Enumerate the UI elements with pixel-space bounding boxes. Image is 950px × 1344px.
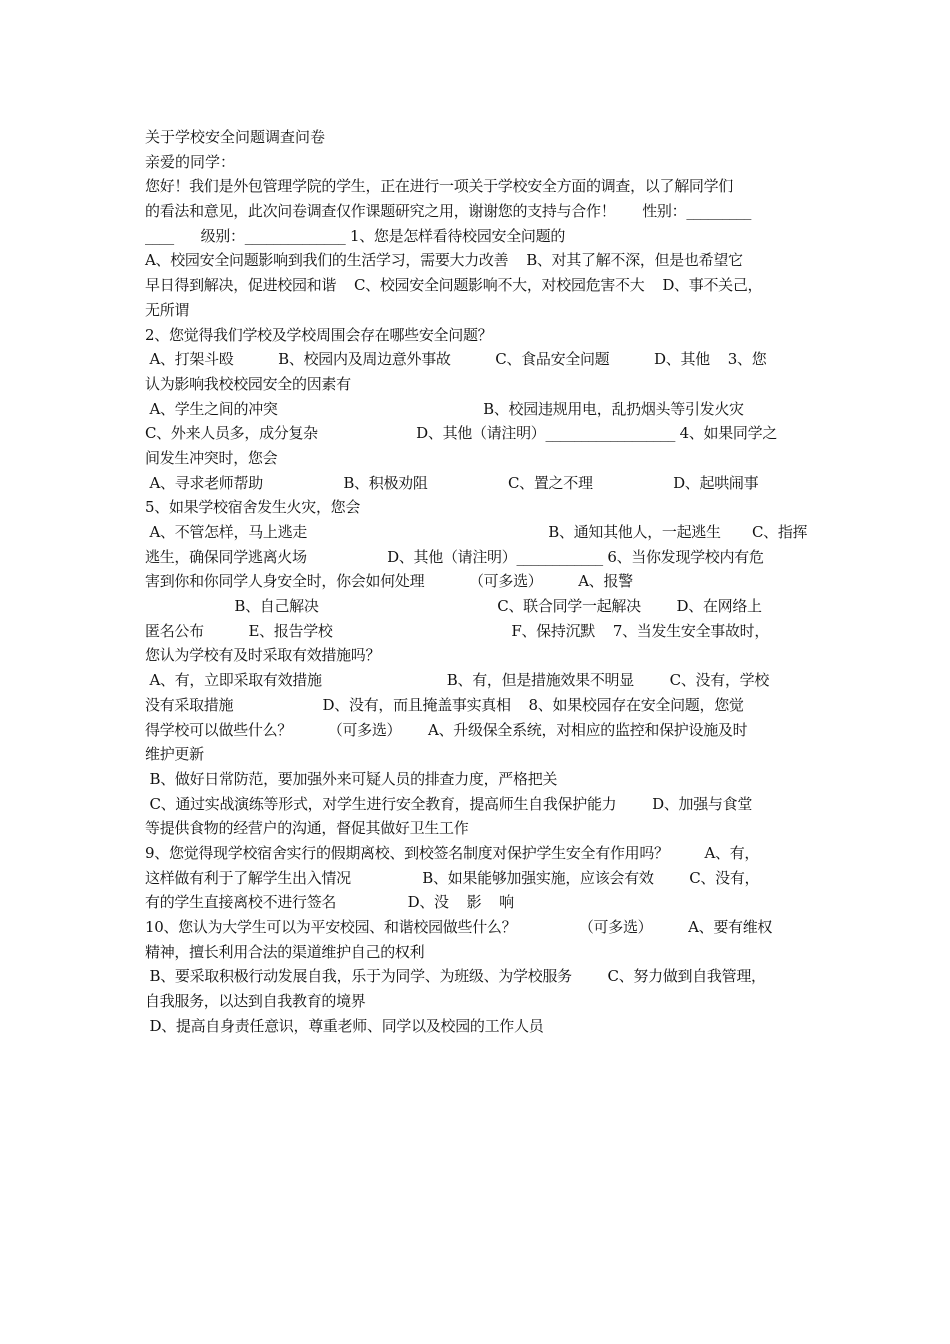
question-line: 5、如果学校宿舍发生火灾，您会	[145, 498, 361, 517]
question-line: 2、您觉得我们学校及学校周围会存在哪些安全问题？	[145, 325, 493, 344]
answer-line: A、不管怎样，马上逃走 B、通知其他人，一起逃生 C、指挥	[145, 523, 808, 541]
answer-line: B、做好日常防范，要加强外来可疑人员的排查力度，严格把关	[145, 769, 558, 788]
answer-line: 早日得到解决，促进校园和谐 C、校园安全问题影响不大，对校园危害不大 D、事不关己，	[145, 276, 763, 295]
question-line: 认为影响我校校园安全的因素有	[145, 374, 351, 393]
answer-line: 匿名公布 E、报告学校 F、保持沉默 7、当发生安全事故时，	[145, 621, 770, 640]
intro-line: 的看法和意见，此次问卷调查仅作课题研究之用，谢谢您的支持与合作！ 性别：_________	[145, 202, 752, 221]
answer-line: C、通过实战演练等形式，对学生进行安全教育，提高师生自我保护能力 D、加强与食堂	[145, 794, 753, 813]
answer-line: 无所谓	[145, 300, 190, 319]
answer-line: A、学生之间的冲突 B、校园违规用电，乱扔烟头等引发火灾	[145, 399, 744, 418]
answer-line: 有的学生直接离校不进行签名 D、没 影 响	[145, 893, 514, 912]
question-line: 9、您觉得现学校宿舍实行的假期离校、到校签名制度对保护学生安全有作用吗？ A、有，	[145, 843, 760, 862]
question-line: 10、您认为大学生可以为平安校园、和谐校园做些什么？ （可多选） A、要有维权	[145, 918, 773, 936]
answer-line: 等提供食物的经营户的沟通，督促其做好卫生工作	[145, 819, 469, 838]
answer-line: 没有采取措施 D、没有，而且掩盖事实真相 8、如果校园存在安全问题，您觉	[145, 695, 744, 714]
intro-line: 您好！我们是外包管理学院的学生，正在进行一项关于学校安全方面的调查，以了解同学们	[145, 177, 734, 196]
question-line: 间发生冲突时，您会	[145, 448, 278, 467]
question-line: 您认为学校有及时采取有效措施吗？	[145, 646, 381, 665]
answer-line: 精神，擅长利用合法的渠道维护自己的权利	[145, 942, 425, 961]
answer-line: A、打架斗殴 B、校园内及周边意外事故 C、食品安全问题 D、其他 3、您	[145, 350, 767, 369]
answer-line: 逃生，确保同学逃离火场 D、其他（请注明）____________ 6、当你发现学校内有危	[145, 547, 764, 566]
document-page	[145, 125, 811, 1038]
answer-line: A、有，立即采取有效措施 B、有，但是措施效果不明显 C、没有，学校	[145, 671, 770, 690]
answer-line: C、外来人员多，成分复杂 D、其他（请注明）__________________ 4、如果同学之	[145, 424, 778, 443]
document-title: 关于学校安全问题调查问卷	[145, 128, 326, 146]
question-line: ____ 级别：______________ 1、您是怎样看待校园安全问题的	[145, 226, 566, 245]
greeting: 亲爱的同学：	[145, 152, 236, 171]
answer-line: 自我服务，以达到自我教育的境界	[145, 992, 366, 1011]
answer-line: B、自己解决 C、联合同学一起解决 D、在网络上	[145, 597, 762, 616]
answer-line: D、提高自身责任意识，尊重老师、同学以及校园的工作人员	[145, 1016, 544, 1035]
answer-line: A、校园安全问题影响到我们的生活学习，需要大力改善 B、对其了解不深，但是也希望它	[145, 251, 743, 270]
answer-line: 维护更新	[145, 745, 204, 764]
answer-line: A、寻求老师帮助 B、积极劝阻 C、置之不理 D、起哄闹事	[145, 473, 759, 492]
question-line: 得学校可以做些什么？ （可多选） A、升级保全系统，对相应的监控和保护设施及时	[145, 720, 748, 739]
answer-line: B、要采取积极行动发展自我，乐于为同学、为班级、为学校服务 C、努力做到自我管理，	[145, 967, 766, 986]
question-line: 害到你和你同学人身安全时，你会如何处理 （可多选） A、报警	[145, 572, 633, 591]
answer-line: 这样做有利于了解学生出入情况 B、如果能够加强实施，应该会有效 C、没有，	[145, 868, 760, 887]
